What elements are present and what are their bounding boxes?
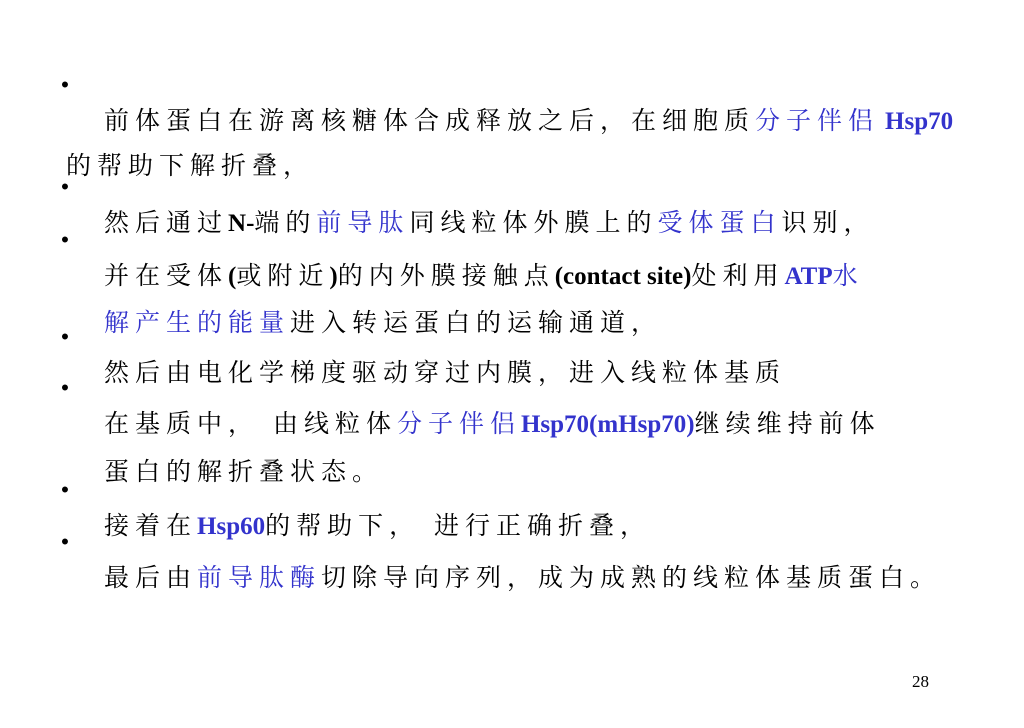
bullet-marker: • — [61, 477, 69, 502]
highlight-term: 解产生的能量 — [104, 308, 291, 337]
text-segment: (contact site) — [554, 263, 692, 290]
text-segment: ) — [329, 263, 338, 290]
text-segment: 的帮助下解折叠， — [66, 151, 315, 180]
bullet-1-line-1 — [88, 67, 954, 135]
bullet-4-line-1 — [88, 319, 787, 387]
text-segment: 然后由电化学梯度驱动穿过内膜，进入线粒体基质 — [104, 358, 787, 387]
highlight-term: 受体蛋白 — [657, 208, 782, 237]
text-segment: 识别， — [781, 208, 875, 237]
text-segment: 切除导向序列，成为成熟的线粒体基质蛋白。 — [321, 563, 942, 592]
bullet-marker: • — [61, 375, 69, 400]
bullet-2-line-1 — [88, 169, 875, 237]
text-segment: N- — [228, 210, 255, 237]
bullet-1-line-2 — [50, 112, 315, 180]
highlight-term: Hsp70 — [885, 108, 954, 135]
bullet-marker: • — [61, 72, 69, 97]
bullet-marker: • — [61, 529, 69, 554]
bullet-marker: • — [61, 174, 69, 199]
text-segment: 前体蛋白在游离核糖体合成释放之后，在细胞质 — [104, 106, 756, 135]
text-segment: 在基质中， 由线粒体 — [104, 409, 397, 438]
highlight-term: Hsp60 — [197, 513, 266, 540]
text-segment: 处利用 — [691, 261, 785, 290]
text-segment: 或附近 — [236, 261, 330, 290]
highlight-term: 分子伴侣 — [396, 409, 521, 438]
text-segment: 并在受体 — [104, 261, 229, 290]
highlight-term: 前导肽酶 — [197, 563, 322, 592]
bullet-6-line-1 — [88, 472, 652, 540]
highlight-term: 前导肽 — [316, 208, 410, 237]
highlight-term: 分子伴侣 — [755, 106, 880, 135]
text-segment: 继续维持前体 — [694, 409, 881, 438]
highlight-term: ATP — [784, 263, 833, 290]
bullet-5-line-2 — [88, 418, 384, 486]
text-segment: ( — [228, 263, 237, 290]
bullet-5-line-1 — [88, 370, 881, 438]
text-segment: 同线粒体外膜上的 — [409, 208, 658, 237]
text-segment: 进入转运蛋白的运输通道， — [290, 308, 663, 337]
bullet-marker: • — [61, 227, 69, 252]
text-segment: 端的 — [254, 208, 317, 237]
highlight-term: 水 — [832, 261, 864, 290]
text-segment: 最后由 — [104, 563, 198, 592]
text-segment: 然后通过 — [104, 208, 229, 237]
text-segment: 蛋白的解折叠状态。 — [104, 457, 384, 486]
bullet-marker: • — [61, 324, 69, 349]
bullet-7-line-1 — [88, 524, 942, 592]
text-segment: 的帮助下， 进行正确折叠， — [265, 511, 652, 540]
text-segment: 接着在 — [104, 511, 198, 540]
text-segment: 的内外膜接触点 — [337, 261, 555, 290]
bullet-3-line-1 — [88, 222, 864, 290]
highlight-term: Hsp70(mHsp70) — [520, 411, 695, 438]
bullet-3-line-2 — [88, 269, 663, 337]
page-number: 28 — [912, 672, 929, 691]
